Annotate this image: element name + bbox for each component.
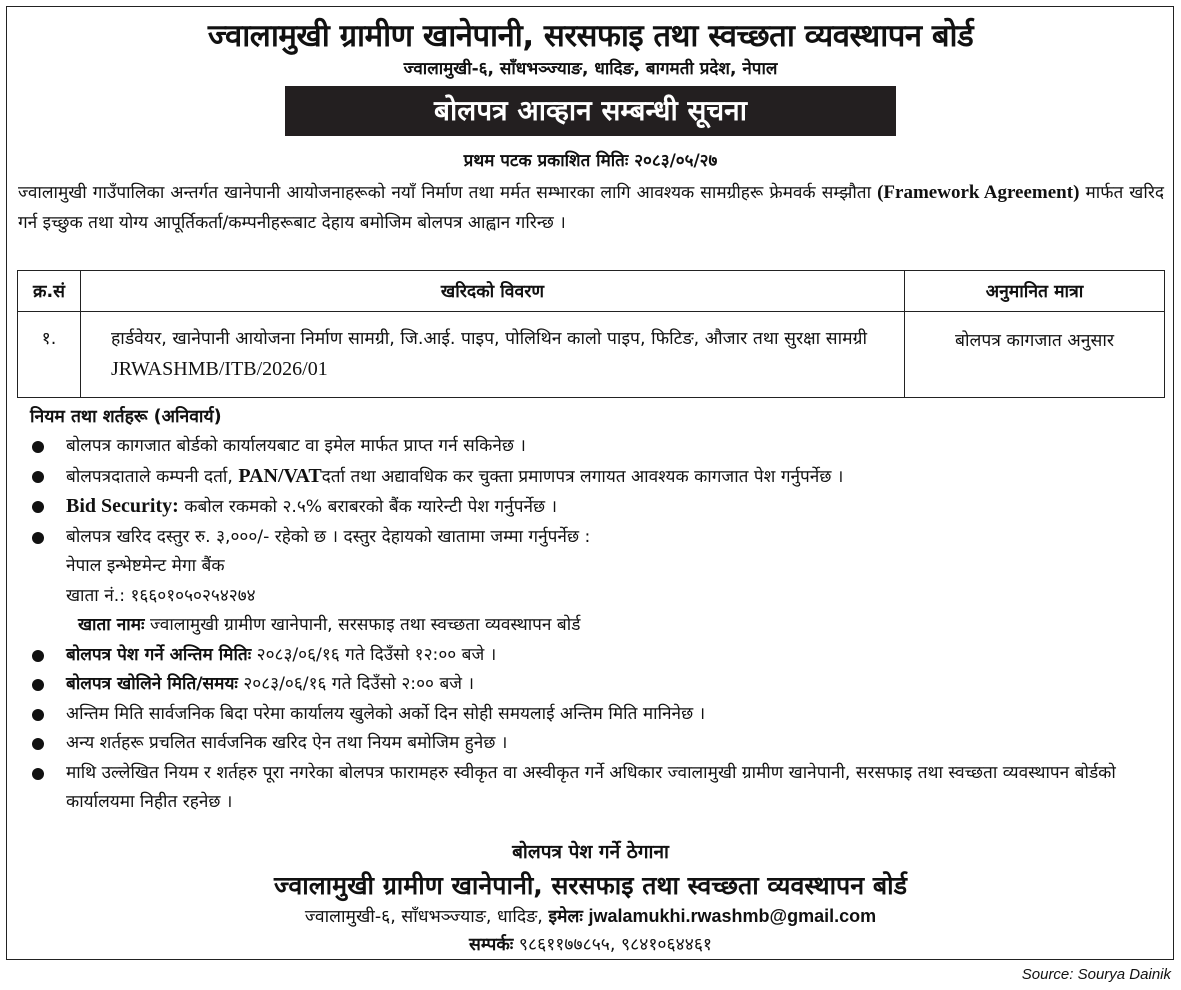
rule-text: २०८३/०६/१६ गते दिउँसो २:०० बजे । [243,674,474,694]
intro-framework: (Framework Agreement) [877,182,1080,203]
rule-deadline-label: बोलपत्र पेश गर्ने अन्तिम मितिः [66,644,252,665]
list-item [26,641,1172,671]
rule-text: माथि उल्लेखित नियम र शर्तहरु पूरा नगरेका बोलपत्र फारामहरु स्वीकृत वा अस्वीकृत गर्ने अधिकार ज्वालामुखी ग्रामीण खानेपानी, सरसफाइ तथा स्वच्छता व्यवस्थापन बोर्डको कार्यालयमा निहीत रहनेछ । [66,762,1116,812]
row-code: JRWASHMB/ITB/2026/01 [111,358,328,380]
publish-date [0,148,1181,171]
account-name [66,611,1172,641]
bank-name: नेपाल इन्भेष्टमेन्ट मेगा बैंक [66,556,225,576]
source-credit: Source: Sourya Dainik [1021,966,1171,983]
bullet-icon [32,768,44,780]
bullet-icon [32,738,44,750]
intro-text-2: मार्फत खरिद गर्न इच्छुक तथा योग्य आपूर्तिकर्ता/कम्पनीहरूबाट देहाय बमोजिम बोलपत्र आह्वान गरिन्छ । [18,183,1164,233]
rule-pan-vat: PAN/VAT [238,464,322,487]
list-item [26,492,1172,523]
submission-org: ज्वालामुखी ग्रामीण खानेपानी, सरसफाइ तथा स्वच्छता व्यवस्थापन बोर्ड [274,871,907,900]
rule-bid-security-label: Bid Security: [66,495,179,517]
submission-heading: बोलपत्र पेश गर्ने ठेगाना [512,841,669,863]
rule-text: बोलपत्रदाताले कम्पनी दर्ता, [66,466,233,487]
bullet-icon [32,471,44,483]
publish-date-value: २०८३/०५/२७ [634,151,718,171]
rule-text: बोलपत्र खरिद दस्तुर रु. ३,०००/- रहेको छ । दस्तुर देहायको खातामा जम्मा गर्नुपर्नेछ : [66,526,591,547]
bullet-icon [32,709,44,721]
email-link[interactable]: jwalamukhi.rwashmb@gmail.com [588,906,877,926]
rule-text: दर्ता तथा अद्यावधिक कर चुक्ता प्रमाणपत्र लगायत आवश्यक कागजात पेश गर्नुपर्नेछ । [321,466,844,487]
notice-banner: बोलपत्र आव्हान सम्बन्धी सूचना [285,86,896,136]
rule-text: अन्य शर्तहरू प्रचलित सार्वजनिक खरिद ऐन तथा नियम बमोजिम हुनेछ । [66,733,508,753]
list-item [26,462,1172,493]
rule-text: अन्तिम मिति सार्वजनिक बिदा परेमा कार्यालय खुलेको अर्को दिन सोही समयलाई अन्तिम मिति मानिनेछ । [66,703,706,724]
rule-text: कबोल रकमको २.५% बराबरको बैंक ग्यारेन्टी पेश गर्नुपर्नेछ । [184,497,558,517]
bullet-icon [32,532,44,544]
list-item [26,729,1172,759]
bullet-icon [32,650,44,662]
submission-phone [0,932,1181,956]
account-number: खाता नं.: १६६०१०५०२५४२७४ [66,585,256,606]
phone-label: सम्पर्कः [468,935,514,955]
row-description [81,312,905,398]
account-name-label: खाता नामः [78,615,145,635]
procurement-table [17,270,1165,398]
org-title: ज्वालामुखी ग्रामीण खानेपानी, सरसफाइ तथा स्वच्छता व्यवस्थापन बोर्ड [207,18,974,54]
bullet-icon [32,441,44,453]
header-quantity: अनुमानित मात्रा [905,271,1165,312]
phone-number: ९८६११७७८५५, ९८४१०६४४६१ [518,935,713,955]
bullet-icon [32,501,44,513]
header-description: खरिदको विवरण [81,271,905,312]
list-item [26,759,1172,818]
rule-opening-label: बोलपत्र खोलिने मिति/समयः [66,674,238,694]
list-item [26,523,1172,641]
intro-paragraph [18,178,1164,238]
rule-text: २०८३/०६/१६ गते दिउँसो १२:०० बजे । [256,644,497,665]
row-sn: १. [18,312,81,398]
rule-text: बोलपत्र कागजात बोर्डको कार्यालयबाट वा इमेल मार्फत प्राप्त गर्न सकिनेछ । [66,436,526,456]
row-description-text: हार्डवेयर, खानेपानी आयोजना निर्माण सामग्री, जि.आई. पाइप, पोलिथिन कालो पाइप, फिटिङ, औजार तथा सुरक्षा सामग्री [111,329,868,349]
publish-date-label: प्रथम पटक प्रकाशित मितिः [463,151,629,171]
table-header-row [18,271,1165,312]
header-sn: क्र.सं [18,271,81,312]
email-label: इमेलः [548,907,583,927]
list-item [26,670,1172,700]
rules-list [26,432,1172,818]
bullet-icon [32,679,44,691]
rules-heading: नियम तथा शर्तहरू (अनिवार्य) [30,407,222,427]
list-item [26,700,1172,730]
submission-address [0,904,1181,928]
table-row [18,312,1165,398]
account-name-value: ज्वालामुखी ग्रामीण खानेपानी, सरसफाइ तथा स्वच्छता व्यवस्थापन बोर्ड [149,615,581,635]
list-item [26,432,1172,462]
org-address: ज्वालामुखी-६, साँधभञ्ज्याङ, धादिङ, बागमती प्रदेश, नेपाल [403,59,778,79]
submission-address-text: ज्वालामुखी-६, साँधभञ्ज्याङ, धादिङ, [304,907,543,927]
row-quantity: बोलपत्र कागजात अनुसार [905,312,1165,398]
intro-text-1: ज्वालामुखी गाउँपालिका अन्तर्गत खानेपानी आयोजनाहरूको नयाँ निर्माण तथा मर्मत सम्भारका लागि आवश्यक सामग्रीहरू फ्रेमवर्क सम्झौता [18,183,872,203]
